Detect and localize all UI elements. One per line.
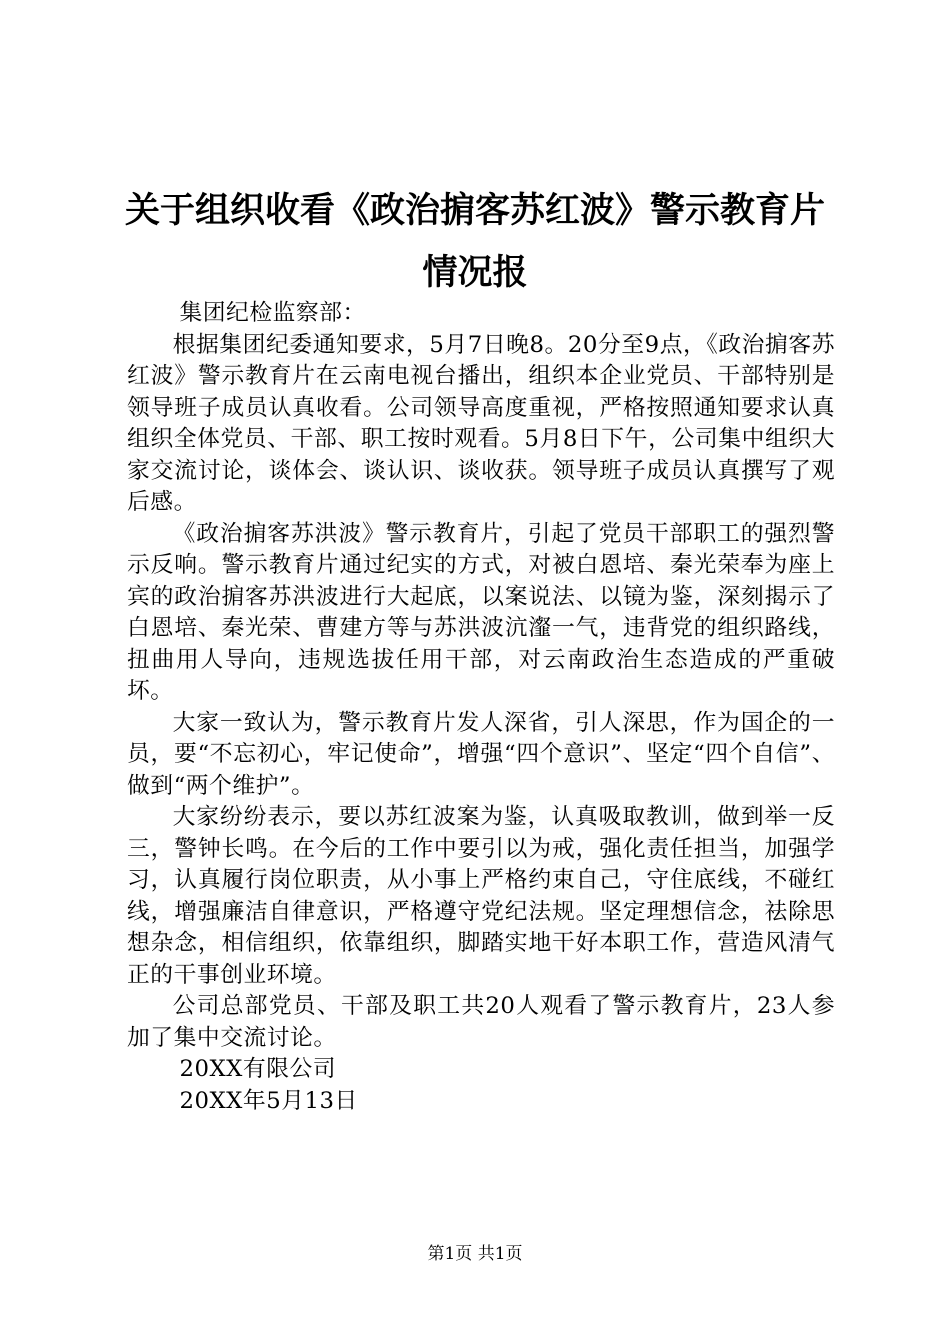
title-line-1: 关于组织收看《政治掮客苏红波》警示教育片: [124, 191, 825, 231]
paragraph-2: 《政治掮客苏洪波》警示教育片，引起了党员干部职工的强烈警示反响。警示教育片通过纪实的方式，对被白恩培、秦光荣奉为座上宾的政治掮客苏洪波进行大起底，以案说法、以镜为鉴，深刻揭示了白恩培、秦光荣、曹建方等与苏洪波沆瀣一气，违背党的组织路线，扭曲用人导向，违规选拔任用干部，对云南政治生态造成的严重破坏。: [127, 520, 835, 704]
paragraph-1: 根据集团纪委通知要求，5月7日晚8。20分至9点，《政治掮客苏红波》警示教育片在云南电视台播出，组织本企业党员、干部特别是领导班子成员认真收看。公司领导高度重视，严格按照通知要求认真组织全体党员、干部、职工按时观看。5月8日下午，公司集中组织大家交流讨论，谈体会、谈认识、谈收获。领导班子成员认真撰写了观后感。: [127, 331, 835, 515]
document-body: [127, 298, 835, 1117]
title-line-2: 情况报: [422, 253, 528, 293]
signature-company: 20XX有限公司: [179, 1056, 337, 1082]
salutation: 集团纪检监察部：: [179, 300, 366, 326]
document-title: [120, 180, 830, 304]
signature-date: 20XX年5月13日: [179, 1087, 358, 1114]
paragraph-5: 公司总部党员、干部及职工共20人观看了警示教育片，23人参加了集中交流讨论。: [127, 993, 835, 1051]
page-footer: 第1页 共1页: [427, 1244, 523, 1264]
paragraph-3: 大家一致认为，警示教育片发人深省，引人深思，作为国企的一员，要“不忘初心，牢记使命”，增强“四个意识”、坚定“四个自信”、做到“两个维护”。: [127, 709, 835, 799]
paragraph-4: 大家纷纷表示，要以苏红波案为鉴，认真吸取教训，做到举一反三，警钟长鸣。在今后的工作中要引以为戒，强化责任担当，加强学习，认真履行岗位职责，从小事上严格约束自己，守住底线，不碰红线，增强廉洁自律意识，严格遵守党纪法规。坚定理想信念，祛除思想杂念，相信组织，依靠组织，脚踏实地干好本职工作，营造风清气正的干事创业环境。: [127, 804, 835, 988]
